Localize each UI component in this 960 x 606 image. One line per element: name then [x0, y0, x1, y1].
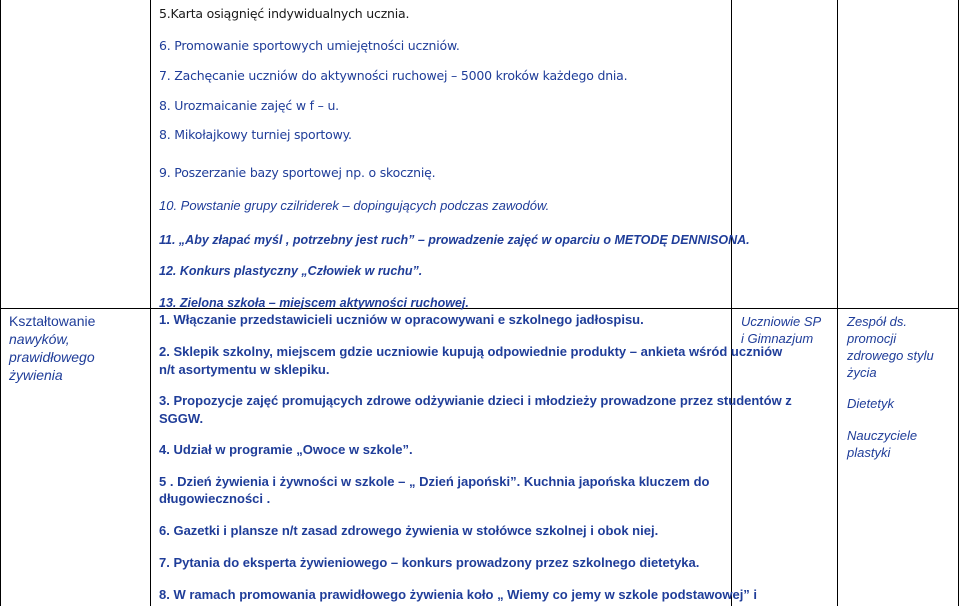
target-group-line: Uczniowie SP: [741, 314, 822, 329]
task-item-continued: długowieczności .: [159, 491, 271, 506]
task-item: 6. Gazetki i plansze n/t zasad zdrowego żywienia w stołówce szkolnej i obok niej.: [159, 523, 659, 538]
table-divider-target: [837, 0, 838, 606]
task-item: 4. Udział w programie „Owoce w szkole”.: [159, 442, 413, 457]
task-item: 9. Poszerzanie bazy sportowej np. o skocznię.: [159, 165, 436, 180]
task-item-continued: SGGW.: [159, 411, 204, 426]
task-item: 1. Włączanie przedstawicieli uczniów w opracowywani e szkolnego jadłospisu.: [159, 312, 644, 327]
responsible-line: Zespół ds.: [847, 314, 907, 329]
task-item: 12. Konkurs plastyczny „Człowiek w ruchu”.: [159, 264, 423, 278]
task-item: 3. Propozycje zajęć promujących zdrowe odżywianie dzieci i młodzieży prowadzone przez studentów z: [159, 393, 792, 408]
task-item-continued: n/t asortymentu w sklepiku.: [159, 362, 330, 377]
responsible-line: promocji: [847, 331, 897, 346]
section-label-line: żywienia: [9, 367, 63, 383]
responsible-line: życia: [847, 365, 877, 380]
task-item: 8. Mikołajkowy turniej sportowy.: [159, 127, 352, 142]
task-item: 8. Urozmaicanie zajęć w f – u.: [159, 98, 339, 113]
responsible-line: Nauczyciele: [847, 428, 918, 443]
section-label-line: prawidłowego: [9, 349, 95, 365]
section-label-line: nawyków,: [9, 331, 70, 347]
task-item: 5.Karta osiągnięć indywidualnych ucznia.: [159, 6, 410, 21]
task-item: 6. Promowanie sportowych umiejętności uczniów.: [159, 38, 460, 53]
task-item: 2. Sklepik szkolny, miejscem gdzie uczniowie kupują odpowiednie produkty – ankieta wśród uczniów: [159, 344, 783, 359]
table-divider-tasks: [731, 0, 732, 606]
task-item: 7. Zachęcanie uczniów do aktywności ruchowej – 5000 kroków każdego dnia.: [159, 68, 628, 83]
target-group-line: i Gimnazjum: [741, 331, 814, 346]
task-item: 7. Pytania do eksperta żywieniowego – konkurs prowadzony przez szkolnego dietetyka.: [159, 555, 700, 570]
table-border-right: [958, 0, 959, 606]
responsible-line: Dietetyk: [847, 396, 894, 411]
task-item: 5 . Dzień żywienia i żywności w szkole – „ Dzień japoński”. Kuchnia japońska kluczem do: [159, 474, 710, 489]
responsible-line: zdrowego stylu: [847, 348, 934, 363]
table-divider-label: [150, 0, 151, 606]
responsible-line: plastyki: [847, 445, 891, 460]
task-item: 8. W ramach promowania prawidłowego żywienia koło „ Wiemy co jemy w szkole podstawowej” i: [159, 587, 758, 602]
section-label-line: Kształtowanie: [9, 313, 96, 329]
task-item: 11. „Aby złapać myśl , potrzebny jest ruch” – prowadzenie zajęć w oparciu o METODĘ DENNISONA.: [159, 233, 750, 247]
table-border-left: [0, 0, 1, 606]
section-separator: [0, 308, 959, 309]
task-item: 10. Powstanie grupy czilriderek – dopingujących podczas zawodów.: [159, 198, 550, 213]
task-item: 13. Zielona szkoła – miejscem aktywności ruchowej.: [159, 296, 469, 310]
